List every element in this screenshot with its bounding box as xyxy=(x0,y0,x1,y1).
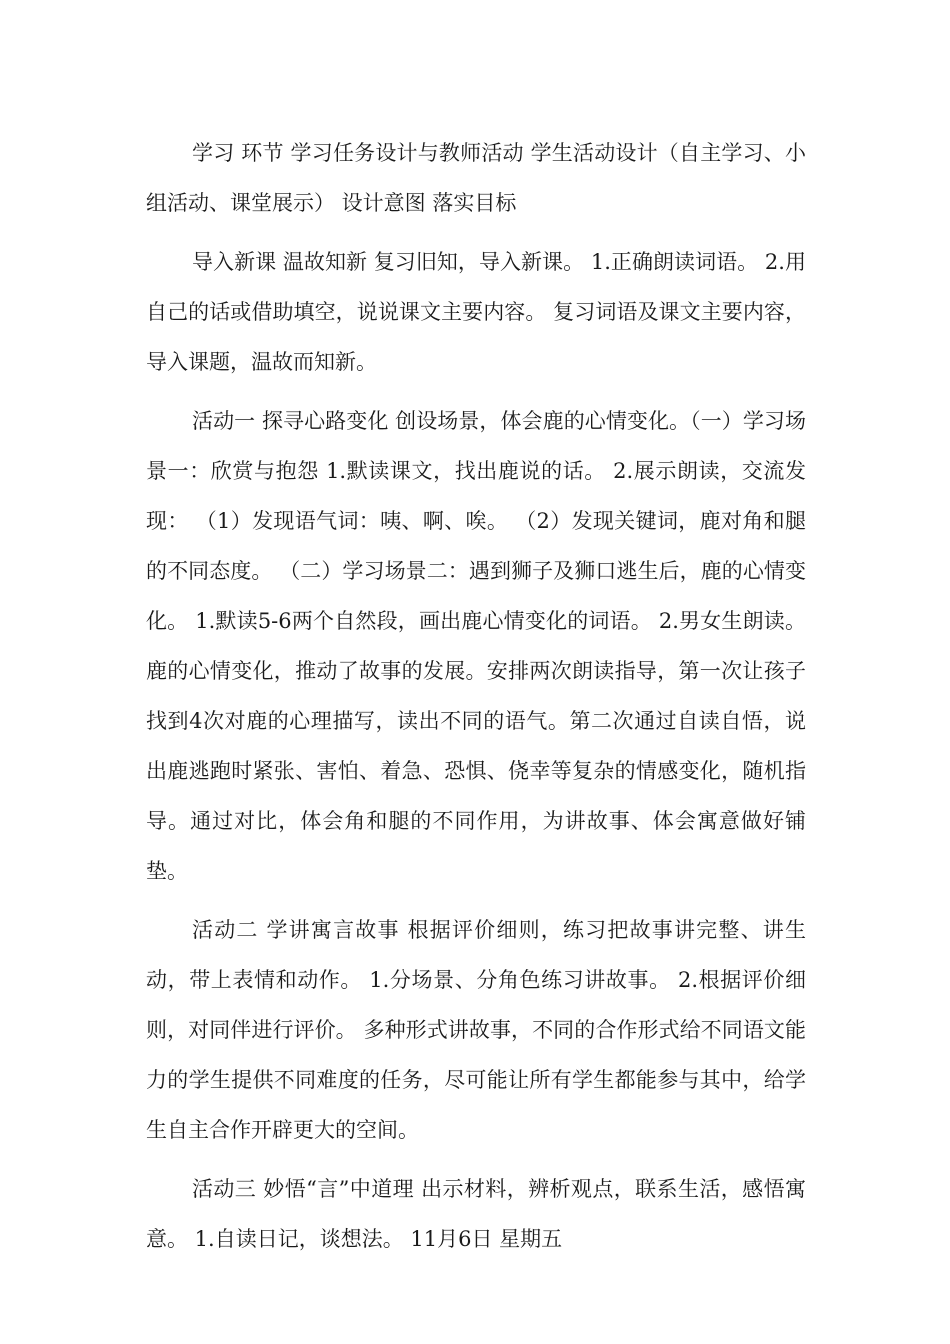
activity-one-paragraph: 活动一 探寻心路变化 创设场景，体会鹿的心情变化。（一）学习场景一：欣赏与抱怨 1.默读课文，找出鹿说的话。 2.展示朗读，交流发现： （1）发现语气词：咦、啊、唉。 （2）发现关键词，鹿对角和腿的不同态度。 （二）学习场景二：遇到狮子及狮口逃生后，鹿的心情变化。 1.默读5-6两个自然段，画出鹿心情变化的词语。 2.男女生朗读。 鹿的心情变化，推动了故事的发展。安排两次朗读指导，第一次让孩子找到4次对鹿的心理描写，读出不同的语气。第二次通过自读自悟，说出鹿逃跑时紧张、害怕、着急、恐惧、侥幸等复杂的情感变化，随机指导。通过对比，体会角和腿的不同作用，为讲故事、体会寓意做好铺垫。 xyxy=(146,409,806,883)
document-body xyxy=(146,128,806,1273)
table-header-paragraph: 学习 环节 学习任务设计与教师活动 学生活动设计（自主学习、小组活动、课堂展示） 设计意图 落实目标 xyxy=(146,141,806,215)
intro-paragraph: 导入新课 温故知新 复习旧知，导入新课。 1.正确朗读词语。 2.用自己的话或借助填空，说说课文主要内容。 复习词语及课文主要内容，导入课题，温故而知新。 xyxy=(146,250,806,374)
activity-three-paragraph: 活动三 妙悟“言”中道理 出示材料，辨析观点，联系生活，感悟寓意。 1.自读日记，谈想法。 11月6日 星期五 xyxy=(146,1177,806,1251)
activity-two-paragraph: 活动二 学讲寓言故事 根据评价细则，练习把故事讲完整、讲生动，带上表情和动作。 1.分场景、分角色练习讲故事。 2.根据评价细则，对同伴进行评价。 多种形式讲故事，不同的合作形式给不同语文能力的学生提供不同难度的任务，尽可能让所有学生都能参与其中，给学生自主合作开辟更大的空间。 xyxy=(146,918,806,1142)
